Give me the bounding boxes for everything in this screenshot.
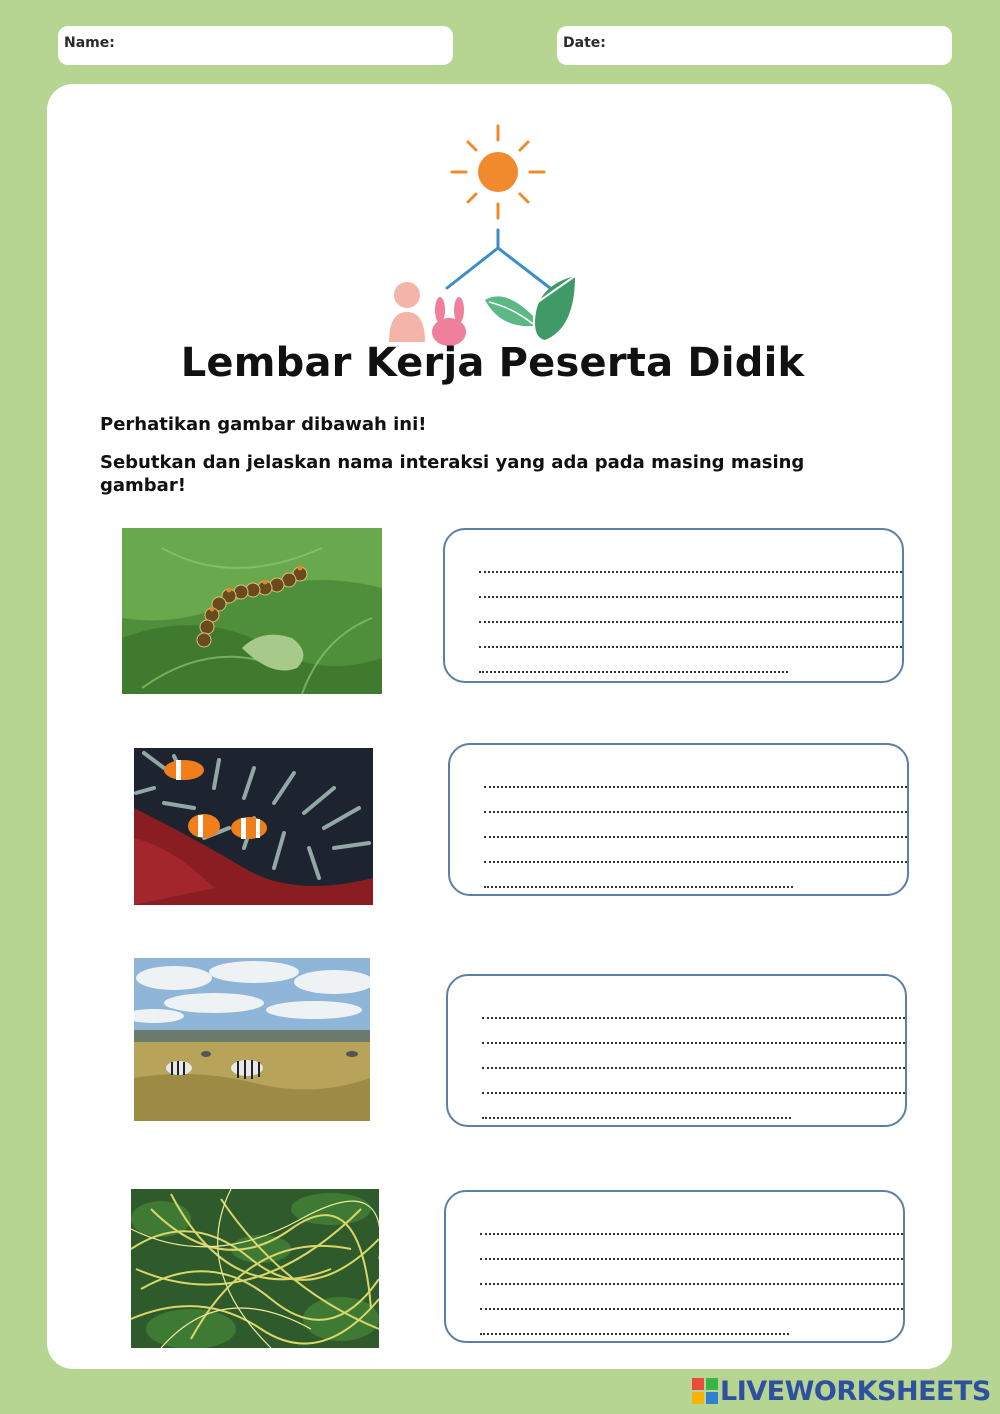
answer-line [484, 763, 907, 788]
page-title: Lembar Kerja Peserta Didik [180, 340, 805, 386]
answer-line [482, 994, 905, 1019]
dodder-photo [131, 1189, 379, 1348]
answer-line [479, 598, 902, 623]
instruction-1: Perhatikan gambar dibawah ini! [100, 414, 427, 435]
answer-box-2[interactable] [448, 743, 909, 896]
liveworksheets-brand[interactable] [692, 1374, 991, 1408]
clownfish-photo [134, 748, 373, 905]
ecosystem-icon [385, 118, 615, 346]
caterpillar-photo [122, 528, 382, 694]
date-input[interactable] [617, 32, 941, 60]
sun-icon [452, 126, 544, 218]
answer-line [480, 1310, 789, 1335]
answer-line [479, 648, 788, 673]
person-icon [389, 282, 425, 342]
brand-text: LIVEWORKSHEETS [720, 1375, 991, 1407]
plant-leaf-icon [485, 276, 575, 340]
answer-line [482, 1044, 905, 1069]
date-label: Date: [563, 35, 606, 51]
branch-lines [447, 230, 550, 288]
answer-line [480, 1210, 903, 1235]
answer-box-4[interactable] [444, 1190, 905, 1343]
zebras-photo [134, 958, 370, 1121]
answer-line [480, 1260, 903, 1285]
answer-line [480, 1235, 903, 1260]
liveworksheets-logo-icon [692, 1378, 718, 1404]
name-field[interactable] [58, 26, 453, 65]
instruction-2: Sebutkan dan jelaskan nama interaksi yang ada pada masing masing gambar! [100, 452, 805, 496]
rabbit-icon [432, 297, 466, 346]
name-input[interactable] [118, 32, 442, 60]
answer-box-1[interactable] [443, 528, 904, 683]
date-field[interactable] [557, 26, 952, 65]
answer-line [484, 788, 907, 813]
answer-line [480, 1285, 903, 1310]
answer-line [482, 1094, 791, 1119]
name-label: Name: [64, 35, 115, 51]
answer-box-3[interactable] [446, 974, 907, 1127]
answer-line [484, 838, 907, 863]
answer-line [484, 813, 907, 838]
answer-line [482, 1019, 905, 1044]
answer-line [479, 548, 902, 573]
answer-line [482, 1069, 905, 1094]
answer-line [479, 573, 902, 598]
answer-line [479, 623, 902, 648]
answer-line [484, 863, 793, 888]
